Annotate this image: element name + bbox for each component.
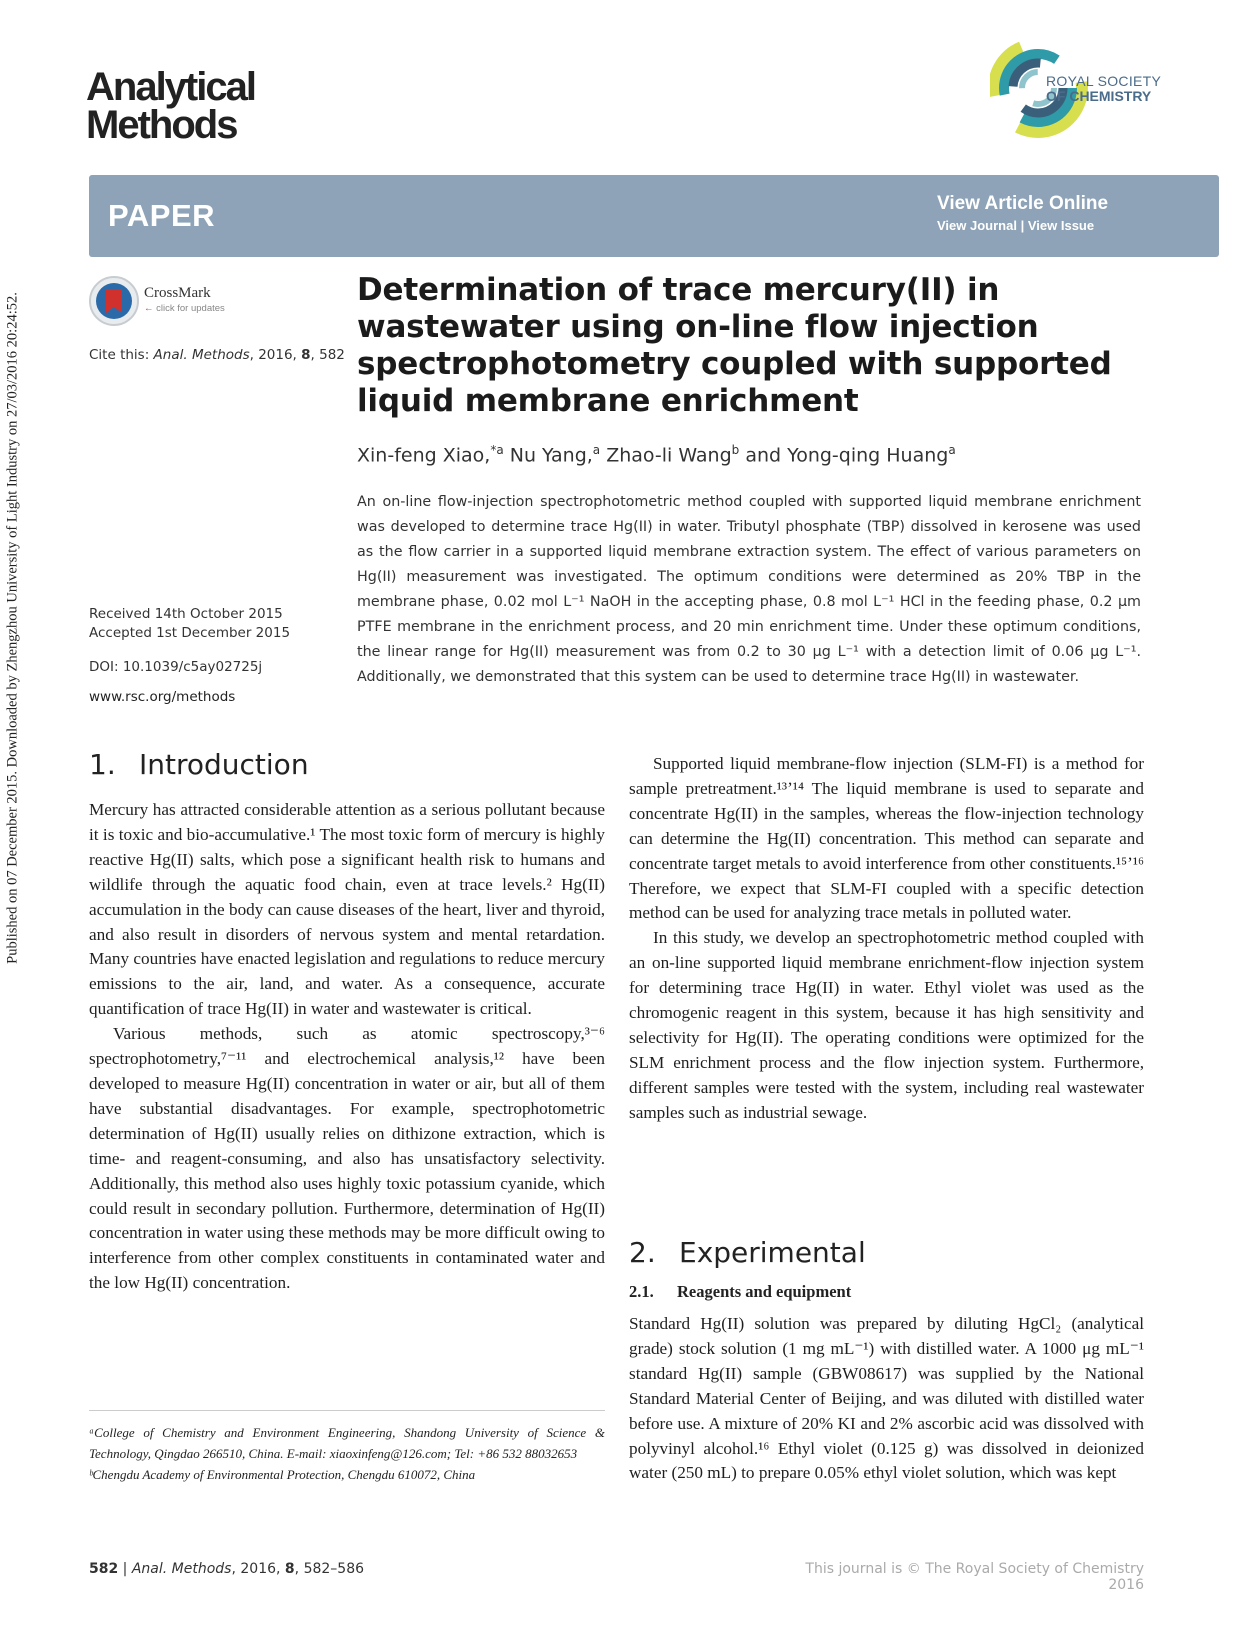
- accepted-date: Accepted 1st December 2015: [89, 625, 291, 641]
- section-title: Experimental: [679, 1236, 866, 1269]
- view-links-separator: |: [1020, 218, 1025, 233]
- author-affil: *a: [490, 443, 504, 457]
- page-footer-left: [89, 1561, 364, 1577]
- footnote-divider: [89, 1410, 605, 1411]
- cite-page: , 582: [310, 347, 345, 363]
- doi[interactable]: DOI: 10.1039/c5ay02725j: [89, 659, 263, 675]
- rsc-logo-line1: ROYAL SOCIETY: [1046, 73, 1162, 89]
- journal-logo-line1: Analytical: [86, 65, 255, 109]
- author-affil: b: [731, 443, 740, 457]
- affiliation-footnotes: [89, 1422, 605, 1485]
- cite-prefix: Cite this:: [89, 347, 154, 363]
- rsc-logo-line2: OF CHEMISTRY: [1046, 88, 1152, 104]
- intro-body: [89, 798, 605, 1296]
- article-title: Determination of trace mercury(II) in wastewater using on-line flow injection spectrophotometry coupled with supported liquid membrane enrichment: [357, 272, 1112, 419]
- cite-year: , 2016,: [249, 347, 302, 363]
- received-date: Received 14th October 2015: [89, 606, 283, 622]
- abstract: An on-line flow-injection spectrophotometric method coupled with supported liquid membrane enrichment was developed to determine trace Hg(II) in water. Tributyl phosphate (TBP) dissolved in kerosene was used as the flow carrier in a supported liquid membrane extraction system. The effect of various parameters on Hg(II) measurement was investigated. The optimum conditions were determined as 20% TBP in the membrane phase, 0.02 mol L⁻¹ NaOH in the accepting phase, 0.8 mol L⁻¹ HCl in the feeding phase, 0.2 μm PTFE membrane in the enrichment process, and 20 min enrichment time. Under these optimum conditions, the linear range for Hg(II) measurement was from 0.2 to 30 μg L⁻¹ with a detection limit of 0.06 μg L⁻¹. Additionally, we demonstrated that this system can be used to determine trace Hg(II) in wastewater.: [357, 494, 1141, 685]
- author-affil: a: [592, 443, 601, 457]
- crossmark-sub-text: click for updates: [156, 303, 225, 314]
- author-name[interactable]: Zhao-li Wang: [600, 444, 732, 467]
- crossmark-icon[interactable]: [88, 275, 140, 327]
- article-type-label: PAPER: [108, 198, 216, 233]
- cite-this: [89, 347, 345, 363]
- author-name[interactable]: Xin-feng Xiao,: [357, 444, 491, 467]
- paragraph: Supported liquid membrane-flow injection (SLM-FI) is a method for sample pretreatment.¹³ʼ¹⁴ The liquid membrane is used to separate and concentrate Hg(II) in the samples, whereas the flow-injection technology can determine the Hg(II) concentration. This method can separate and concentrate target metals to avoid interference from other constituents.¹⁵ʼ¹⁶ Therefore, we expect that SLM-FI coupled with a specific detection method can be used for analyzing trace metals in polluted water.: [629, 754, 1144, 923]
- author-affil: a: [948, 443, 956, 457]
- author-list: [357, 443, 956, 466]
- footnote-b: ᵇChengdu Academy of Environmental Protection, Chengdu 610072, China: [89, 1467, 476, 1482]
- copyright-notice: This journal is © The Royal Society of Chemistry 2016: [805, 1561, 1144, 1593]
- view-issue-link[interactable]: View Issue: [1027, 218, 1095, 233]
- paper-banner: [89, 175, 1219, 257]
- subsection-title: Reagents and equipment: [677, 1282, 852, 1301]
- intro-body-continued: [629, 752, 1144, 1126]
- section-heading-experimental: [629, 1236, 866, 1269]
- author-name[interactable]: and Yong-qing Huang: [739, 444, 949, 467]
- paragraph: Various methods, such as atomic spectroscopy,³⁻⁶ spectrophotometry,⁷⁻¹¹ and electrochemical analysis,¹² have been developed to measure Hg(II) concentration in water or air, but all of them have substantial disadvantages. For example, spectrophotometric determination of Hg(II) usually relies on dithizone extraction, which is time- and reagent-consuming, and also has unsatisfactory selectivity. Additionally, this method also uses highly toxic potassium cyanide, which could result in secondary pollution. Furthermore, determination of Hg(II) concentration in water using these methods may be more difficult owing to interference from other complex constituents in contaminated water and the low Hg(II) concentration.: [89, 1024, 605, 1293]
- view-article-online-link[interactable]: View Article Online: [937, 193, 1109, 214]
- section-heading-introduction: [89, 748, 309, 781]
- footnote-a: ᵃCollege of Chemistry and Environment Engineering, Shandong University of Science & Technology, Qingdao 266510, China. E-mail: xiaoxinfeng@126.com; Tel: +86 532 88032653: [89, 1425, 605, 1461]
- journal-logo-line2: Methods: [86, 103, 237, 147]
- rsc-logo-text: [1046, 74, 1161, 104]
- paragraph: In this study, we develop an spectrophotometric method coupled with an on-line supported liquid membrane enrichment-flow injection system for determining trace Hg(II) in water. Ethyl violet was used as the chromogenic reagent in this system, because it has high sensitivity and selectivity for Hg(II). The operating conditions were optimized for the SLM enrichment process and the flow injection system. Furthermore, different samples were tested with the system, including real wastewater samples such as industrial sewage.: [629, 928, 1144, 1122]
- experimental-body: [629, 1312, 1144, 1486]
- download-stamp-text: Published on 07 December 2015. Downloaded by Zhengzhou University of Light Industry on 27/03/2016 20:24:52.: [4, 292, 21, 964]
- page-number: 582: [89, 1561, 119, 1577]
- paragraph: Mercury has attracted considerable attention as a serious pollutant because it is toxic and bio-accumulative.¹ The most toxic form of mercury is highly reactive Hg(II) salts, which pose a significant health risk to humans and wildlife through the aquatic food chain, even at trace levels.² Hg(II) accumulation in the body can cause diseases of the heart, liver and thyroid, and also result in disorders of nervous system and mental retardation. Many countries have enacted legislation and regulations to reduce mercury emissions to the air, land, and water. As a consequence, accurate quantification of trace Hg(II) in water and wastewater is critical.: [89, 800, 605, 1019]
- paragraph: Standard Hg(II) solution was prepared by diluting HgCl₂ (analytical grade) stock solution (1 mg mL⁻¹) with distilled water. A 1000 μg mL⁻¹ standard Hg(II) sample (GBW08617) was supplied by the National Standard Material Center of Beijing, and was diluted with distilled water before use. A mixture of 20% KI and 2% ascorbic acid was dissolved with polyvinyl alcohol.¹⁶ Ethyl violet (0.125 g) was dissolved in deionized water (250 mL) to prepare 0.05% ethyl violet solution, which was kept: [629, 1314, 1144, 1483]
- subsection-heading-reagents: [629, 1282, 851, 1302]
- footer-journal: Anal. Methods: [131, 1561, 232, 1577]
- arrow-left-icon: ←: [144, 303, 154, 314]
- view-journal-link[interactable]: View Journal: [937, 218, 1017, 233]
- cite-volume: 8: [301, 347, 311, 363]
- cite-journal: Anal. Methods: [153, 347, 250, 363]
- author-name[interactable]: Nu Yang,: [503, 444, 593, 467]
- view-links: [937, 218, 1094, 233]
- footer-pages: , 582–586: [294, 1561, 365, 1577]
- crossmark-label[interactable]: CrossMark: [144, 285, 211, 301]
- crossmark-sub[interactable]: [144, 303, 225, 314]
- footer-volume: 8: [284, 1561, 295, 1577]
- subsection-number: 2.1.: [629, 1282, 654, 1301]
- section-number: 1.: [89, 748, 116, 781]
- footer-year: , 2016,: [231, 1561, 285, 1577]
- download-stamp: [6, 238, 20, 1018]
- section-title: Introduction: [139, 748, 309, 781]
- dates: [89, 605, 290, 643]
- journal-logo[interactable]: [86, 65, 255, 147]
- footer-sep: |: [118, 1561, 132, 1577]
- section-number: 2.: [629, 1236, 656, 1269]
- journal-url-link[interactable]: www.rsc.org/methods: [89, 689, 236, 705]
